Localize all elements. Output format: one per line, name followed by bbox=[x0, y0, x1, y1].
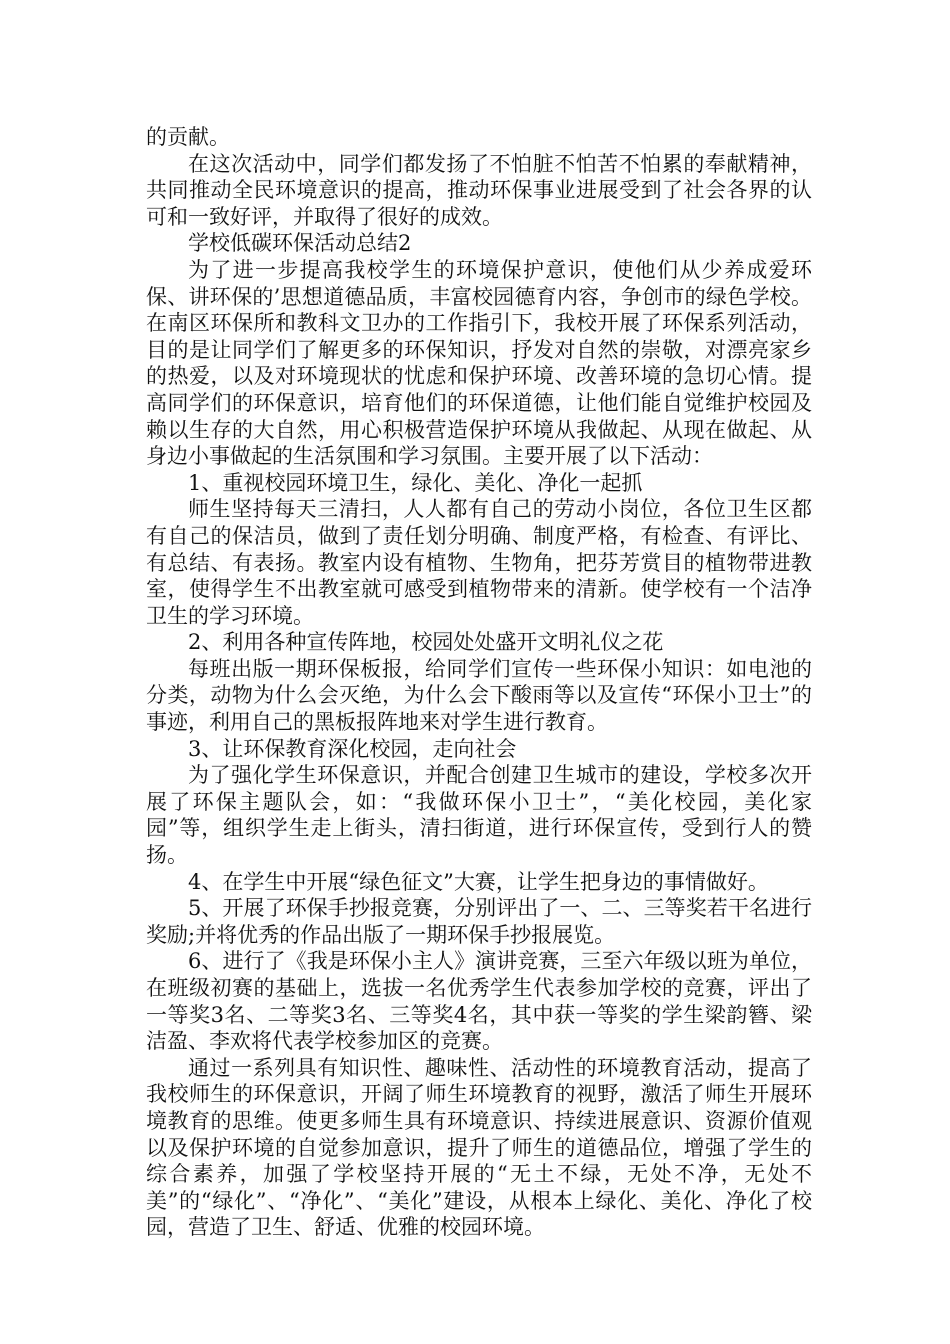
document-body bbox=[146, 124, 812, 1241]
paragraph: 师生坚持每天三清扫，人人都有自己的劳动小岗位，各位卫生区都有自己的保洁员，做到了责任划分明确、制度严格，有检查、有评比、有总结、有表扬。教室内设有植物、生物角，把芬芳赏目的植物带进教室，使得学生不出教室就可感受到植物带来的清新。使学校有一个洁净卫生的学习环境。 bbox=[146, 497, 812, 628]
list-item: 6、进行了《我是环保小主人》演讲竞赛，三至六年级以班为单位，在班级初赛的基础上，选拔一名优秀学生代表参加学校的竞赛，评出了一等奖3名、二等奖3名、三等奖4名，其中获一等奖的学生梁韵簪、梁洁盈、李欢将代表学校参加区的竞赛。 bbox=[146, 949, 812, 1054]
list-item-heading: 3、让环保教育深化校园，走向社会 bbox=[188, 736, 517, 761]
paragraph: 为了进一步提高我校学生的环境保护意识，使他们从少养成爱环保、讲环保的’思想道德品质，丰富校园德育内容，争创市的绿色学校。在南区环保所和教科文卫办的工作指引下，我校开展了环保系列活动，目的是让同学们了解更多的环保知识，抒发对自然的崇敬，对漂亮家乡的热爱，以及对环境现状的忧虑和保护环境、改善环境的急切心情。提高同学们的环保意识，培育他们的环保道德，让他们能自觉维护校园及赖以生存的大自然，用心积极营造保护环境从我做起、从现在做起、从身边小事做起的生活氛围和学习氛围。主要开展了以下活动： bbox=[146, 257, 812, 469]
paragraph-continuation: 的贡献。 bbox=[146, 125, 230, 149]
paragraph: 通过一系列具有知识性、趣味性、活动性的环境教育活动，提高了我校师生的环保意识，开阔了师生环境教育的视野，激活了师生开展环境教育的思维。使更多师生具有环境意识、持续进展意识、资源价值观以及保护环境的自觉参加意识，提升了师生的道德品位，增强了学生的综合素养，加强了学校坚持开展的“无土不绿，无处不净，无处不美”的“绿化”、“净化”、“美化”建设，从根本上绿化、美化、净化了校园，营造了卫生、舒适、优雅的校园环境。 bbox=[146, 1055, 812, 1240]
paragraph: 每班出版一期环保板报，给同学们宣传一些环保小知识：如电池的分类，动物为什么会灭绝，为什么会下酸雨等以及宣传“环保小卫士”的事迹，利用自己的黑板报阵地来对学生进行教育。 bbox=[146, 656, 812, 735]
paragraph: 在这次活动中，同学们都发扬了不怕脏不怕苦不怕累的奉献精神，共同推动全民环境意识的提高，推动环保事业进展受到了社会各界的认可和一致好评，并取得了很好的成效。 bbox=[146, 151, 812, 229]
list-item: 5、开展了环保手抄报竞赛，分别评出了一、二、三等奖若干名进行奖励;并将优秀的作品出版了一期环保手抄报展览。 bbox=[146, 896, 812, 947]
section-heading: 学校低碳环保活动总结2 bbox=[188, 231, 412, 256]
paragraph: 为了强化学生环保意识，并配合创建卫生城市的建设，学校多次开展了环保主题队会，如：“我做环保小卫士”，“美化校园，美化家园”等，组织学生走上街头，清扫街道，进行环保宣传，受到行人的赞扬。 bbox=[146, 763, 812, 868]
list-item-heading: 1、重视校园环境卫生，绿化、美化、净化一起抓 bbox=[188, 470, 643, 495]
list-item: 4、在学生中开展“绿色征文”大赛，让学生把身边的事情做好。 bbox=[188, 869, 769, 894]
list-item-heading: 2、利用各种宣传阵地，校园处处盛开文明礼仪之花 bbox=[188, 630, 664, 655]
